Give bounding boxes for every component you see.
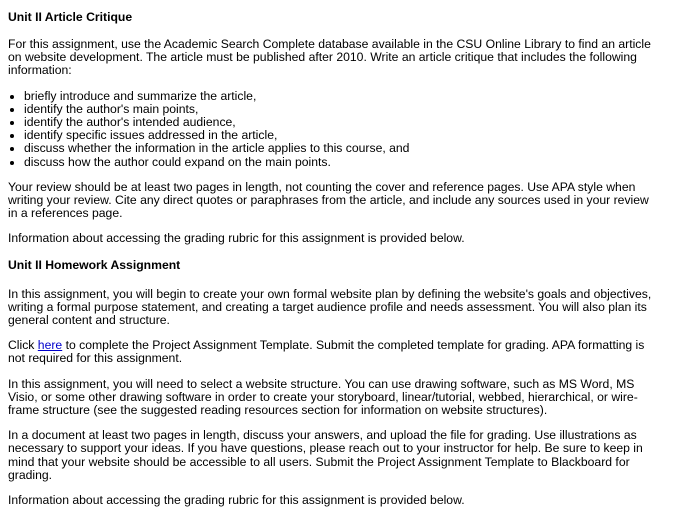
homework-document-instructions: In a document at least two pages in length, discuss your answers, and upload the file for grading. Use illustrations as necessary to support your ideas. If you have questions, please reach out to your instructor for help. Be sure to keep in mind that your website should be accessible to all users. Submit the Project Assignment Template to Blackboard for grading. <box>8 428 643 482</box>
homework-structure-instructions: In this assignment, you will need to select a website structure. You can use drawing software, such as MS Word, MS Visio, or some other drawing software in order to create your storyboard, linear/tutorial, webbed, hierarchical, or wire-frame structure (see the suggested reading resources section for information on website structures). <box>8 376 638 418</box>
critique-requirements-list <box>8 90 658 169</box>
click-suffix-text: to complete the Project Assignment Template. Submit the completed template for grading. APA formatting is not required for this assignment. <box>8 338 645 366</box>
list-item: • briefly introduce and summarize the article, <box>24 90 658 103</box>
list-item: • identify specific issues addressed in the article, <box>24 129 658 142</box>
homework-template-instructions <box>8 339 658 365</box>
critique-intro: For this assignment, use the Academic Search Complete database available in the CSU Online Library to find an article on website development. The article must be published after 2010. Write an article critique that includes the following information: <box>8 37 651 78</box>
critique-review-requirements: Your review should be at least two pages in length, not counting the cover and reference pages. Use APA style when writing your review. Cite any direct quotes or paraphrases from the article, and include any sources used in your review in a references page. <box>8 179 649 221</box>
list-item: • discuss how the author could expand on the main points. <box>24 156 658 169</box>
click-prefix-text: Click <box>8 338 38 353</box>
template-link[interactable]: here <box>37 338 63 353</box>
list-item: • identify the author's intended audience, <box>24 116 658 129</box>
critique-heading: Unit II Article Critique <box>8 10 133 24</box>
critique-rubric-note: Information about accessing the grading rubric for this assignment is provided below. <box>8 231 465 246</box>
homework-heading: Unit II Homework Assignment <box>8 257 181 272</box>
list-item: • identify the author's main points, <box>24 103 658 116</box>
document-page <box>8 10 658 507</box>
list-item: • discuss whether the information in the article applies to this course, and <box>24 142 658 155</box>
homework-intro: In this assignment, you will begin to create your own formal website plan by defining the website's goals and objectives, writing a formal purpose statement, and creating a target audience profile and needs assessment. You will also plan its general content and structure. <box>8 286 652 328</box>
homework-rubric-note: Information about accessing the grading rubric for this assignment is provided below. <box>8 493 465 507</box>
